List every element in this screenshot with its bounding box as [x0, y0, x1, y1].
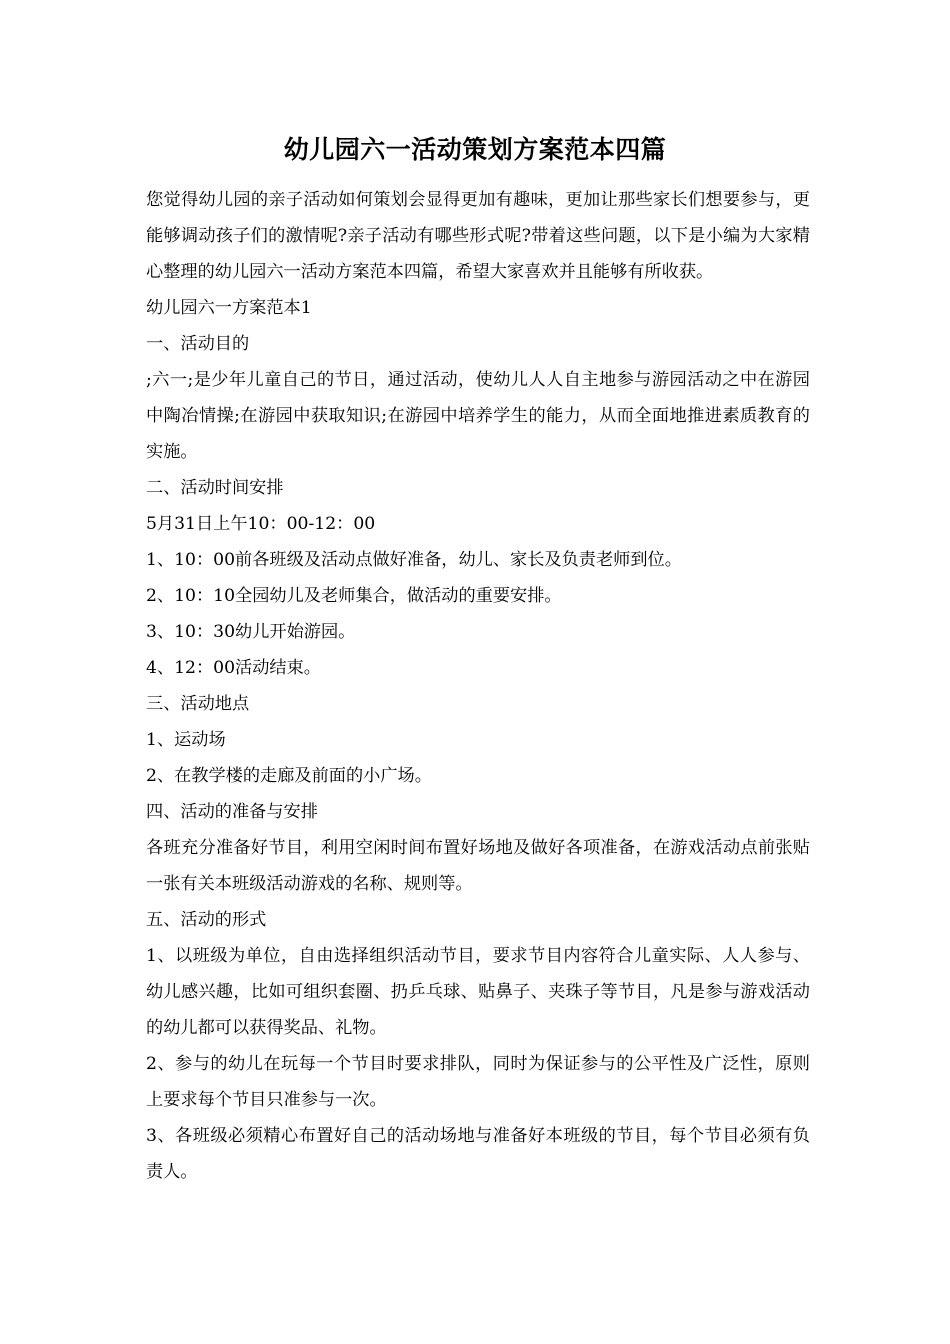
section-heading-location: 三、活动地点	[146, 694, 250, 714]
schedule-date: 5月31日上午10：00-12：00	[146, 514, 376, 534]
section-heading-preparation: 四、活动的准备与安排	[146, 802, 318, 822]
intro-paragraph: 您觉得幼儿园的亲子活动如何策划会显得更加有趣味，更加让那些家长们想要参与，更能够调动孩子们的激情呢?亲子活动有哪些形式呢?带着这些问题，以下是小编为大家精心整理的幼儿园六一活动方案范本四篇，希望大家喜欢并且能够有所收获。	[146, 190, 810, 282]
section-heading-format: 五、活动的形式	[146, 910, 267, 930]
schedule-item-1: 1、10：00前各班级及活动点做好准备，幼儿、家长及负责老师到位。	[146, 550, 682, 570]
section-heading-sample-1: 幼儿园六一方案范本1	[146, 298, 312, 318]
format-item-2: 2、参与的幼儿在玩每一个节目时要求排队，同时为保证参与的公平性及广泛性，原则上要求每个节目只准参与一次。	[146, 1054, 810, 1110]
schedule-item-2: 2、10：10全园幼儿及老师集合，做活动的重要安排。	[146, 586, 562, 606]
location-item-2: 2、在教学楼的走廊及前面的小广场。	[146, 766, 432, 786]
section-heading-purpose: 一、活动目的	[146, 334, 250, 354]
document-body	[146, 182, 810, 1190]
preparation-paragraph: 各班充分准备好节目，利用空闲时间布置好场地及做好各项准备，在游戏活动点前张贴一张有关本班级活动游戏的名称、规则等。	[146, 838, 810, 894]
purpose-paragraph: ;六一;是少年儿童自己的节日，通过活动，使幼儿人人自主地参与游园活动之中在游园中陶冶情操;在游园中获取知识;在游园中培养学生的能力，从而全面地推进素质教育的实施。	[146, 370, 810, 462]
location-item-1: 1、运动场	[146, 730, 226, 750]
document-title: 幼儿园六一活动策划方案范本四篇	[283, 135, 667, 164]
format-item-1: 1、以班级为单位，自由选择组织活动节目，要求节目内容符合儿童实际、人人参与、幼儿感兴趣，比如可组织套圈、扔乒乓球、贴鼻子、夹珠子等节目，凡是参与游戏活动的幼儿都可以获得奖品、礼物。	[146, 946, 810, 1038]
schedule-item-4: 4、12：00活动结束。	[146, 658, 321, 678]
schedule-item-3: 3、10：30幼儿开始游园。	[146, 622, 356, 642]
format-item-3: 3、各班级必须精心布置好自己的活动场地与准备好本班级的节目，每个节目必须有负责人。	[146, 1126, 810, 1182]
section-heading-schedule: 二、活动时间安排	[146, 478, 284, 498]
